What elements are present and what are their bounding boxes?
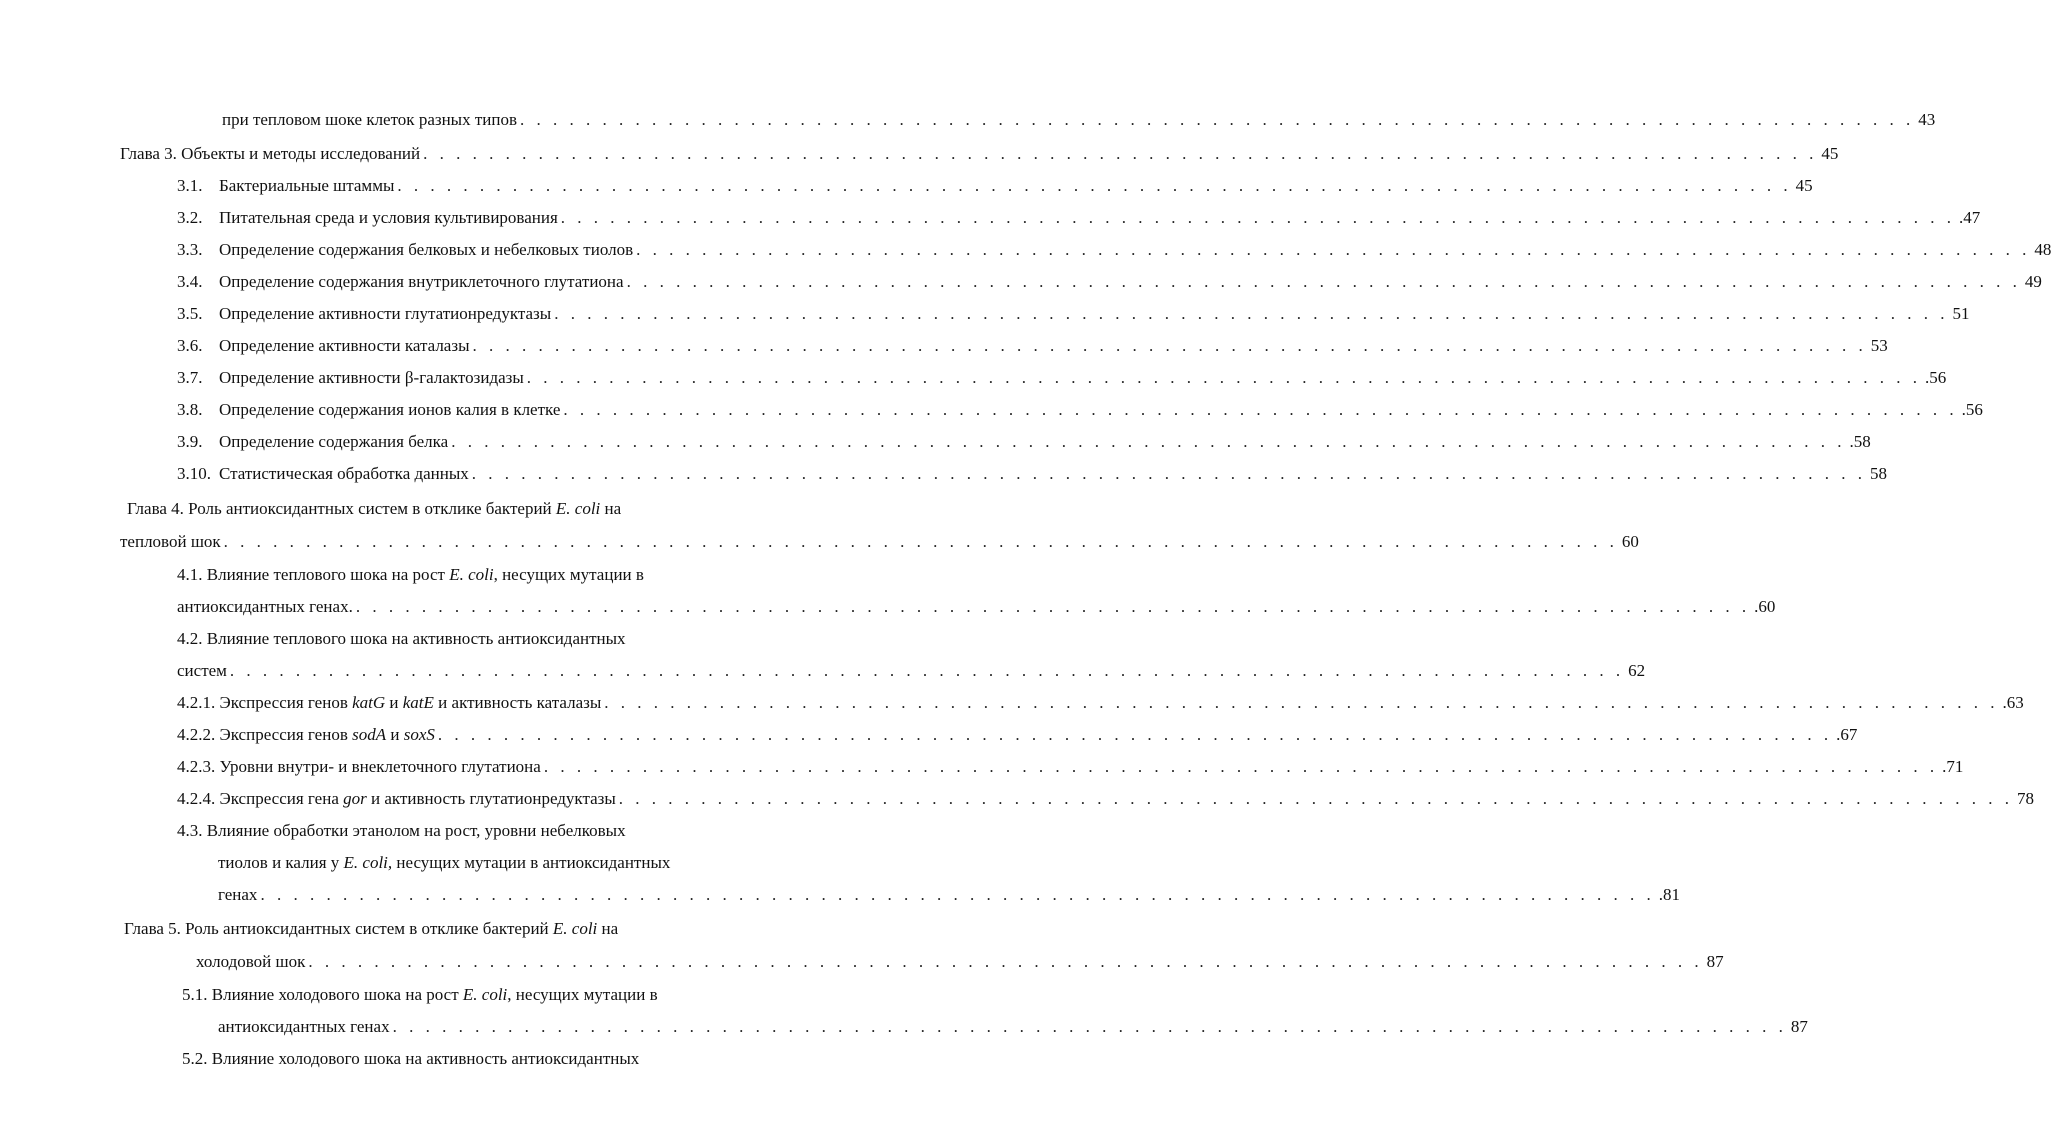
toc-entry-page: 78 — [2017, 789, 2035, 808]
toc-entry-page: .58 — [1849, 432, 1871, 451]
toc-entry-title: антиоксидантных генах. — [177, 597, 353, 616]
toc-section-5-1-cont — [218, 1016, 1808, 1038]
toc-section-4-2-cont — [177, 660, 1646, 682]
section-number: 3.7. — [177, 368, 203, 387]
toc-entry-title: тепловой шок — [120, 532, 221, 551]
leader-dots: . . . . . . . . . . . . . . . . . . . . . . . . . . . . . . . . . . . . . . . . . . . . . . . . . . . . . . . . . . . . . . . . . . . . . . . . . . . . . . . . . . . . . — [520, 110, 1915, 129]
toc-entry-title: Бактериальные штаммы — [219, 176, 395, 195]
toc-section-4-2-1: 4.2.1. Экспрессия генов katG и katE и активность каталазы . . . . . . . . . . . . . . . . . . . . . . . . . . . . . . . . . . . . . . . . . . . . . . . . . . . . . . . . . . . . . . . . . . . . . . . . . . . . . . . . . . . . . .63 — [177, 693, 2024, 712]
toc-entry-page: 51 — [1952, 304, 1970, 323]
section-number: 3.6. — [177, 336, 203, 355]
toc-entry — [222, 109, 1936, 131]
leader-dots: . . . . . . . . . . . . . . . . . . . . . . . . . . . . . . . . . . . . . . . . . . . . . . . . . . . . . . . . . . . . . . . . . . . . . . . . . . . . . . . . . . . . . — [471, 464, 1867, 483]
toc-section-3-7 — [177, 367, 1947, 389]
toc-section-3-6 — [177, 335, 1888, 357]
toc-entry-title: Определение содержания внутриклеточного глутатиона — [219, 272, 624, 291]
toc-section-3-9 — [177, 431, 1871, 453]
toc-section-4-2-2: 4.2.2. Экспрессия генов sodA и soxS . . . . . . . . . . . . . . . . . . . . . . . . . . . . . . . . . . . . . . . . . . . . . . . . . . . . . . . . . . . . . . . . . . . . . . . . . . . . . . . . . . . . . .67 — [177, 725, 1858, 744]
toc-chapter-4-cont — [120, 531, 1639, 553]
toc-chapter-3 — [120, 143, 1839, 165]
leader-dots: . . . . . . . . . . . . . . . . . . . . . . . . . . . . . . . . . . . . . . . . . . . . . . . . . . . . . . . . . . . . . . . . . . . . . . . . . . . . . . . . . . . . . — [560, 208, 1956, 227]
toc-entry-page: .67 — [1836, 725, 1858, 744]
toc-entry-title: Глава 3. Объекты и методы исследований — [120, 144, 421, 163]
toc-entry-page: 45 — [1795, 176, 1813, 195]
toc-section-5-1-title: 5.1. Влияние холодового шока на рост E. coli, несущих мутации в — [182, 985, 658, 1004]
toc-entry-page: 87 — [1706, 952, 1724, 971]
toc-entry-title: Определение содержания белка — [219, 432, 449, 451]
toc-entry-page: 48 — [2034, 240, 2051, 259]
toc-entry-title: Определение активности глутатионредуктазы — [219, 304, 552, 323]
leader-dots: . . . . . . . . . . . . . . . . . . . . . . . . . . . . . . . . . . . . . . . . . . . . . . . . . . . . . . . . . . . . . . . . . . . . . . . . . . . . . . . . . . . . . — [308, 952, 1703, 971]
toc-chapter-5-title: Глава 5. Роль антиоксидантных систем в отклике бактерий E. coli на — [124, 919, 619, 938]
toc-section-3-1 — [177, 175, 1813, 197]
section-number: 3.3. — [177, 240, 203, 259]
toc-entry-title: Определение активности β-галактозидазы — [219, 368, 524, 387]
leader-dots: . . . . . . . . . . . . . . . . . . . . . . . . . . . . . . . . . . . . . . . . . . . . . . . . . . . . . . . . . . . . . . . . . . . . . . . . . . . . . . . . . . . . . — [423, 144, 1818, 163]
toc-entry-page: 45 — [1821, 144, 1839, 163]
toc-entry-title: Определение активности каталазы — [219, 336, 470, 355]
toc-entry-title: холодовой шок — [196, 952, 306, 971]
toc-section-4-3-cont — [218, 884, 1680, 906]
toc-section-5-2-title: 5.2. Влияние холодового шока на активность антиоксидантных — [182, 1049, 640, 1068]
toc-entry-page: .81 — [1658, 885, 1680, 904]
toc-entry-page: 60 — [1621, 532, 1639, 551]
leader-dots: . . . . . . . . . . . . . . . . . . . . . . . . . . . . . . . . . . . . . . . . . . . . . . . . . . . . . . . . . . . . . . . . . . . . . . . . . . . . . . . . . . . . . — [626, 272, 2021, 291]
toc-section-3-5 — [177, 303, 1970, 325]
leader-dots: . . . . . . . . . . . . . . . . . . . . . . . . . . . . . . . . . . . . . . . . . . . . . . . . . . . . . . . . . . . . . . . . . . . . . . . . . . . . . . . . . . . . . — [355, 597, 1751, 616]
toc-section-4-1-title: 4.1. Влияние теплового шока на рост E. coli, несущих мутации в — [177, 565, 644, 584]
toc-section-4-3-title: 4.3. Влияние обработки этанолом на рост, уровни небелковых — [177, 821, 626, 840]
section-number: 3.9. — [177, 432, 203, 451]
toc-section-3-10 — [177, 463, 1888, 485]
section-number: 3.1. — [177, 176, 203, 195]
toc-chapter-4-title: Глава 4. Роль антиоксидантных систем в отклике бактерий E. coli на — [127, 499, 622, 518]
toc-entry-page: .47 — [1959, 208, 1981, 227]
toc-section-4-2-3 — [177, 756, 1964, 778]
leader-dots: . . . . . . . . . . . . . . . . . . . . . . . . . . . . . . . . . . . . . . . . . . . . . . . . . . . . . . . . . . . . . . . . . . . . . . . . . . . . . . . . . . . . . — [392, 1017, 1787, 1036]
toc-entry-page: .63 — [2002, 693, 2024, 712]
toc-entry-title: Определение содержания ионов калия в клетке — [219, 400, 561, 419]
toc-entry-page: 58 — [1870, 464, 1888, 483]
toc-entry-page: 43 — [1918, 110, 1936, 129]
leader-dots: . . . . . . . . . . . . . . . . . . . . . . . . . . . . . . . . . . . . . . . . . . . . . . . . . . . . . . . . . . . . . . . . . . . . . . . . . . . . . . . . . . . . . — [554, 304, 1949, 323]
toc-section-3-4 — [177, 271, 2042, 293]
toc-chapter-5-cont — [196, 951, 1724, 973]
toc-entry-page: .71 — [1942, 757, 1964, 776]
toc-entry-title: при тепловом шоке клеток разных типов — [222, 110, 518, 129]
section-number: 3.5. — [177, 304, 203, 323]
toc-section-3-2 — [177, 207, 1981, 229]
toc-section-3-8 — [177, 399, 1983, 421]
leader-dots: . . . . . . . . . . . . . . . . . . . . . . . . . . . . . . . . . . . . . . . . . . . . . . . . . . . . . . . . . . . . . . . . . . . . . . . . . . . . . . . . . . . . . — [526, 368, 1922, 387]
leader-dots: . . . . . . . . . . . . . . . . . . . . . . . . . . . . . . . . . . . . . . . . . . . . . . . . . . . . . . . . . . . . . . . . . . . . . . . . . . . . . . . . . . . . . — [636, 240, 2031, 259]
section-number: 3.4. — [177, 272, 203, 291]
section-number: 3.2. — [177, 208, 203, 227]
toc-section-4-2-title: 4.2. Влияние теплового шока на активность антиоксидантных — [177, 629, 626, 648]
toc-section-4-2-4: 4.2.4. Экспрессия гена gor и активность глутатионредуктазы . . . . . . . . . . . . . . . . . . . . . . . . . . . . . . . . . . . . . . . . . . . . . . . . . . . . . . . . . . . . . . . . . . . . . . . . . . . . . . . . . . . . . 78 — [177, 789, 2035, 808]
toc-entry-page: 49 — [2024, 272, 2042, 291]
leader-dots: . . . . . . . . . . . . . . . . . . . . . . . . . . . . . . . . . . . . . . . . . . . . . . . . . . . . . . . . . . . . . . . . . . . . . . . . . . . . . . . . . . . . . — [437, 725, 1833, 744]
leader-dots: . . . . . . . . . . . . . . . . . . . . . . . . . . . . . . . . . . . . . . . . . . . . . . . . . . . . . . . . . . . . . . . . . . . . . . . . . . . . . . . . . . . . . — [563, 400, 1958, 419]
toc-entry-title: систем — [177, 661, 227, 680]
toc-entry-page: .60 — [1754, 597, 1776, 616]
toc-section-3-3 — [177, 239, 2051, 261]
toc-entry-page: 87 — [1790, 1017, 1808, 1036]
toc-entry-title: Питательная среда и условия культивирования — [219, 208, 558, 227]
toc-entry-page: 53 — [1870, 336, 1888, 355]
toc-section-4-1-cont — [177, 596, 1776, 618]
leader-dots: . . . . . . . . . . . . . . . . . . . . . . . . . . . . . . . . . . . . . . . . . . . . . . . . . . . . . . . . . . . . . . . . . . . . . . . . . . . . . . . . . . . . . — [223, 532, 1618, 551]
leader-dots: . . . . . . . . . . . . . . . . . . . . . . . . . . . . . . . . . . . . . . . . . . . . . . . . . . . . . . . . . . . . . . . . . . . . . . . . . . . . . . . . . . . . . — [260, 885, 1655, 904]
leader-dots: . . . . . . . . . . . . . . . . . . . . . . . . . . . . . . . . . . . . . . . . . . . . . . . . . . . . . . . . . . . . . . . . . . . . . . . . . . . . . . . . . . . . . — [604, 693, 1999, 712]
leader-dots: . . . . . . . . . . . . . . . . . . . . . . . . . . . . . . . . . . . . . . . . . . . . . . . . . . . . . . . . . . . . . . . . . . . . . . . . . . . . . . . . . . . . . — [618, 789, 2014, 808]
leader-dots: . . . . . . . . . . . . . . . . . . . . . . . . . . . . . . . . . . . . . . . . . . . . . . . . . . . . . . . . . . . . . . . . . . . . . . . . . . . . . . . . . . . . . — [472, 336, 1867, 355]
leader-dots: . . . . . . . . . . . . . . . . . . . . . . . . . . . . . . . . . . . . . . . . . . . . . . . . . . . . . . . . . . . . . . . . . . . . . . . . . . . . . . . . . . . . . — [451, 432, 1846, 451]
section-number: 3.10. — [177, 464, 211, 483]
toc-entry-title: Статистическая обработка данных — [219, 464, 469, 483]
toc-section-4-3-line2: тиолов и калия у E. coli, несущих мутации в антиоксидантных — [218, 853, 671, 872]
toc-entry-page: .56 — [1925, 368, 1947, 387]
leader-dots: . . . . . . . . . . . . . . . . . . . . . . . . . . . . . . . . . . . . . . . . . . . . . . . . . . . . . . . . . . . . . . . . . . . . . . . . . . . . . . . . . . . . . — [397, 176, 1792, 195]
toc-entry-page: 62 — [1628, 661, 1646, 680]
toc-entry-title: антиоксидантных генах — [218, 1017, 390, 1036]
toc-entry-page: .56 — [1961, 400, 1983, 419]
leader-dots: . . . . . . . . . . . . . . . . . . . . . . . . . . . . . . . . . . . . . . . . . . . . . . . . . . . . . . . . . . . . . . . . . . . . . . . . . . . . . . . . . . . . . — [229, 661, 1625, 680]
toc-entry-title: генах — [218, 885, 258, 904]
toc-entry-title: Определение содержания белковых и небелковых тиолов — [219, 240, 634, 259]
leader-dots: . . . . . . . . . . . . . . . . . . . . . . . . . . . . . . . . . . . . . . . . . . . . . . . . . . . . . . . . . . . . . . . . . . . . . . . . . . . . . . . . . . . . . — [543, 757, 1939, 776]
section-number: 3.8. — [177, 400, 203, 419]
toc-entry-title: 4.2.3. Уровни внутри- и внеклеточного глутатиона — [177, 757, 541, 776]
